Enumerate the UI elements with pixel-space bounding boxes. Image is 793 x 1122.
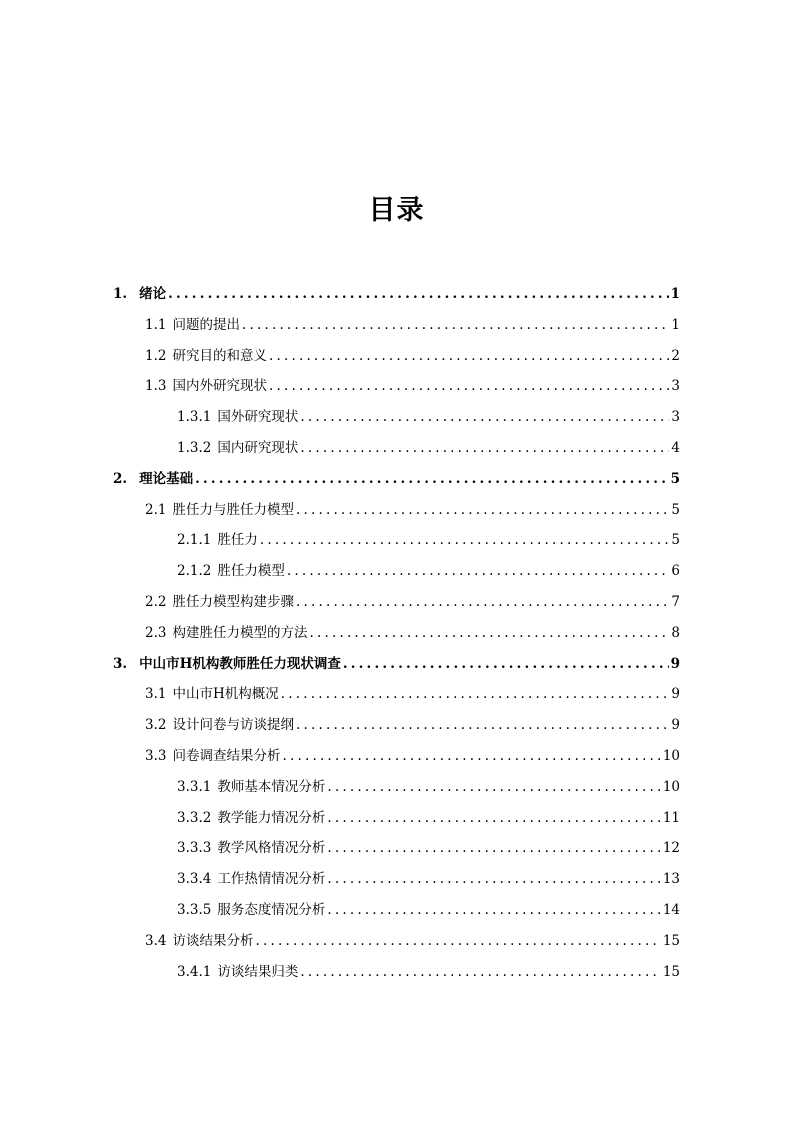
- toc-leader-dots: [327, 870, 660, 888]
- toc-entry-heading: [145, 932, 255, 950]
- toc-entry[interactable]: [177, 527, 680, 549]
- toc-entry[interactable]: [177, 866, 680, 888]
- toc-entry[interactable]: [177, 959, 680, 981]
- toc-entry-page-number: 6: [671, 563, 680, 580]
- toc-entry[interactable]: [177, 435, 680, 457]
- toc-leader-dots: [287, 562, 670, 580]
- toc-entry-number: 1.: [113, 286, 128, 302]
- toc-entry-number: 3.1: [145, 686, 167, 703]
- toc-entry-page-number: 15: [662, 932, 680, 949]
- toc-entry-label: 访谈结果归类: [217, 963, 299, 980]
- toc-entry-label: 中山市H机构概况: [172, 686, 279, 703]
- toc-entry-heading: [145, 347, 269, 365]
- toc-leader-dots: [296, 593, 669, 611]
- toc-entry-number: 3.4.1: [177, 963, 212, 980]
- toc-entry-label: 服务态度情况分析: [217, 902, 326, 918]
- toc-entry-heading: [177, 901, 327, 919]
- toc-entry[interactable]: [145, 589, 680, 611]
- toc-entry[interactable]: [145, 497, 680, 519]
- toc-entry[interactable]: [113, 651, 680, 673]
- toc-entry-page-number: 8: [671, 624, 680, 641]
- toc-entry-number: 3.3.4: [177, 871, 212, 888]
- toc-entry-page-number: 5: [671, 501, 680, 518]
- toc-entry-heading: [145, 624, 309, 642]
- toc-entry-page-number: 9: [670, 655, 680, 672]
- toc-entry-label: 国内外研究现状: [172, 378, 267, 395]
- toc-leader-dots: [281, 685, 670, 703]
- toc-entry-number: 2.3: [145, 624, 167, 641]
- toc-entry-number: 1.3.1: [177, 409, 212, 426]
- toc-leader-dots: [300, 408, 669, 426]
- toc-leader-dots: [195, 470, 669, 488]
- toc-entry-label: 胜任力模型构建步骤: [172, 594, 294, 610]
- toc-entry-page-number: 4: [671, 440, 680, 456]
- toc-entry-label: 胜任力与胜任力模型: [172, 501, 294, 518]
- toc-entry-page-number: 10: [662, 748, 680, 764]
- toc-entry-page-number: 3: [671, 409, 680, 426]
- toc-entry-number: 2.1.1: [177, 532, 212, 549]
- toc-entry-page-number: 9: [671, 686, 680, 703]
- toc-entry-heading: [177, 408, 300, 426]
- toc-entry-heading: [145, 316, 242, 334]
- toc-entry-heading: [145, 377, 269, 395]
- toc-entry-label: 教学能力情况分析: [217, 809, 326, 826]
- toc-entry-label: 研究目的和意义: [172, 347, 267, 364]
- toc-leader-dots: [282, 747, 660, 765]
- toc-entry[interactable]: [177, 404, 680, 426]
- toc-entry-label: 中山市H机构教师胜任力现状调查: [139, 655, 341, 672]
- toc-entry-heading: [145, 747, 282, 765]
- toc-leader-dots: [242, 316, 669, 334]
- toc-entry-heading: [177, 562, 287, 580]
- toc-entry-number: 2.1.2: [177, 563, 212, 580]
- toc-entry-page-number: 11: [662, 809, 680, 826]
- toc-entry-heading: [177, 531, 260, 549]
- toc-leader-dots: [300, 963, 660, 981]
- toc-entry-label: 胜任力模型: [217, 563, 285, 580]
- toc-entry-page-number: 1: [670, 286, 680, 302]
- toc-entry-label: 工作热情情况分析: [217, 871, 326, 888]
- toc-leader-dots: [327, 809, 660, 827]
- toc-entry-number: 3.3.3: [177, 840, 212, 857]
- toc-leader-dots: [327, 839, 660, 857]
- toc-entry-page-number: 2: [671, 347, 680, 364]
- toc-entry-heading: [177, 439, 300, 457]
- toc-entry-label: 问题的提出: [172, 316, 240, 333]
- toc-entry-page-number: 9: [671, 717, 680, 734]
- toc-entry-page-number: 3: [671, 378, 680, 395]
- toc-entry-page-number: 5: [671, 532, 680, 549]
- toc-entry[interactable]: [177, 774, 680, 796]
- toc-entry-page-number: 10: [662, 778, 680, 795]
- toc-entry-label: 胜任力: [217, 532, 258, 549]
- toc-entry-number: 3.3.1: [177, 778, 212, 795]
- toc-entry-heading: [177, 870, 327, 888]
- toc-entry-number: 1.3: [145, 378, 167, 395]
- toc-entry-heading: [113, 655, 343, 673]
- toc-entry-number: 3.3.2: [177, 809, 212, 826]
- toc-leader-dots: [255, 932, 660, 950]
- toc-leader-dots: [168, 285, 669, 303]
- toc-entry[interactable]: [145, 681, 680, 703]
- toc-entry-heading: [113, 470, 195, 488]
- toc-entry[interactable]: [145, 712, 680, 734]
- toc-entry-heading: [113, 285, 168, 303]
- toc-entry-heading: [145, 501, 296, 519]
- toc-leader-dots: [343, 655, 669, 673]
- toc-title: 目录: [368, 195, 425, 226]
- toc-entry-label: 教学风格情况分析: [217, 840, 326, 857]
- toc-entry[interactable]: [177, 897, 680, 919]
- toc-entry-label: 理论基础: [139, 470, 194, 487]
- toc-entry[interactable]: [177, 805, 680, 827]
- toc-entry-number: 2.1: [145, 501, 167, 518]
- toc-entry-number: 3.3: [145, 748, 167, 764]
- toc-entry-label: 绪论: [139, 286, 167, 302]
- toc-entry-number: 3.4: [145, 932, 167, 949]
- toc-entry[interactable]: [145, 928, 680, 950]
- toc-entry-label: 访谈结果分析: [172, 932, 254, 949]
- toc-entry-page-number: 7: [671, 594, 680, 610]
- toc-entry-number: 1.2: [145, 347, 167, 364]
- toc-entry-number: 3.2: [145, 717, 167, 734]
- toc-entry-heading: [177, 778, 327, 796]
- toc-entry-page-number: 12: [662, 840, 680, 857]
- toc-entry-number: 1.1: [145, 316, 167, 333]
- toc-entry-number: 1.3.2: [177, 440, 212, 456]
- toc-entry-number: 2.2: [145, 594, 167, 610]
- toc-leader-dots: [269, 377, 669, 395]
- toc-entry-label: 国内研究现状: [217, 440, 299, 456]
- toc-entry-label: 问卷调查结果分析: [172, 748, 281, 764]
- toc-entry-heading: [145, 593, 296, 611]
- toc-entry-label: 国外研究现状: [217, 409, 299, 426]
- toc-entry-page-number: 1: [671, 316, 680, 333]
- toc-entry[interactable]: [177, 835, 680, 857]
- toc-entry-page-number: 5: [670, 470, 680, 487]
- toc-entry-heading: [145, 685, 281, 703]
- toc-entry[interactable]: [145, 743, 680, 765]
- toc-leader-dots: [300, 439, 669, 457]
- toc-leader-dots: [260, 531, 670, 549]
- toc-leader-dots: [269, 347, 669, 365]
- toc-entry-heading: [177, 963, 300, 981]
- toc-entry-number: 2.: [113, 470, 128, 487]
- toc-entry-label: 构建胜任力模型的方法: [172, 624, 308, 641]
- toc-leader-dots: [296, 716, 669, 734]
- toc-entry-label: 设计问卷与访谈提纲: [172, 717, 294, 734]
- toc-entry-heading: [145, 716, 296, 734]
- toc-entry[interactable]: [145, 620, 680, 642]
- toc-entry-page-number: 14: [662, 902, 680, 918]
- toc-entry[interactable]: [113, 281, 680, 303]
- toc-entry-label: 教师基本情况分析: [217, 778, 326, 795]
- toc-entry[interactable]: [145, 373, 680, 395]
- toc-entry[interactable]: [113, 466, 680, 488]
- toc-entry[interactable]: [145, 312, 680, 334]
- toc-leader-dots: [309, 624, 669, 642]
- toc-leader-dots: [296, 501, 669, 519]
- toc-leader-dots: [327, 778, 660, 796]
- toc-entry-number: 3.3.5: [177, 902, 212, 918]
- toc-entry[interactable]: [177, 558, 680, 580]
- toc-entry-heading: [177, 809, 327, 827]
- toc-entry-page-number: 13: [662, 871, 680, 888]
- toc-entry[interactable]: [145, 343, 680, 365]
- toc-entry-page-number: 15: [662, 963, 680, 980]
- toc-leader-dots: [327, 901, 660, 919]
- toc-entry-heading: [177, 839, 327, 857]
- toc-entry-number: 3.: [113, 655, 128, 672]
